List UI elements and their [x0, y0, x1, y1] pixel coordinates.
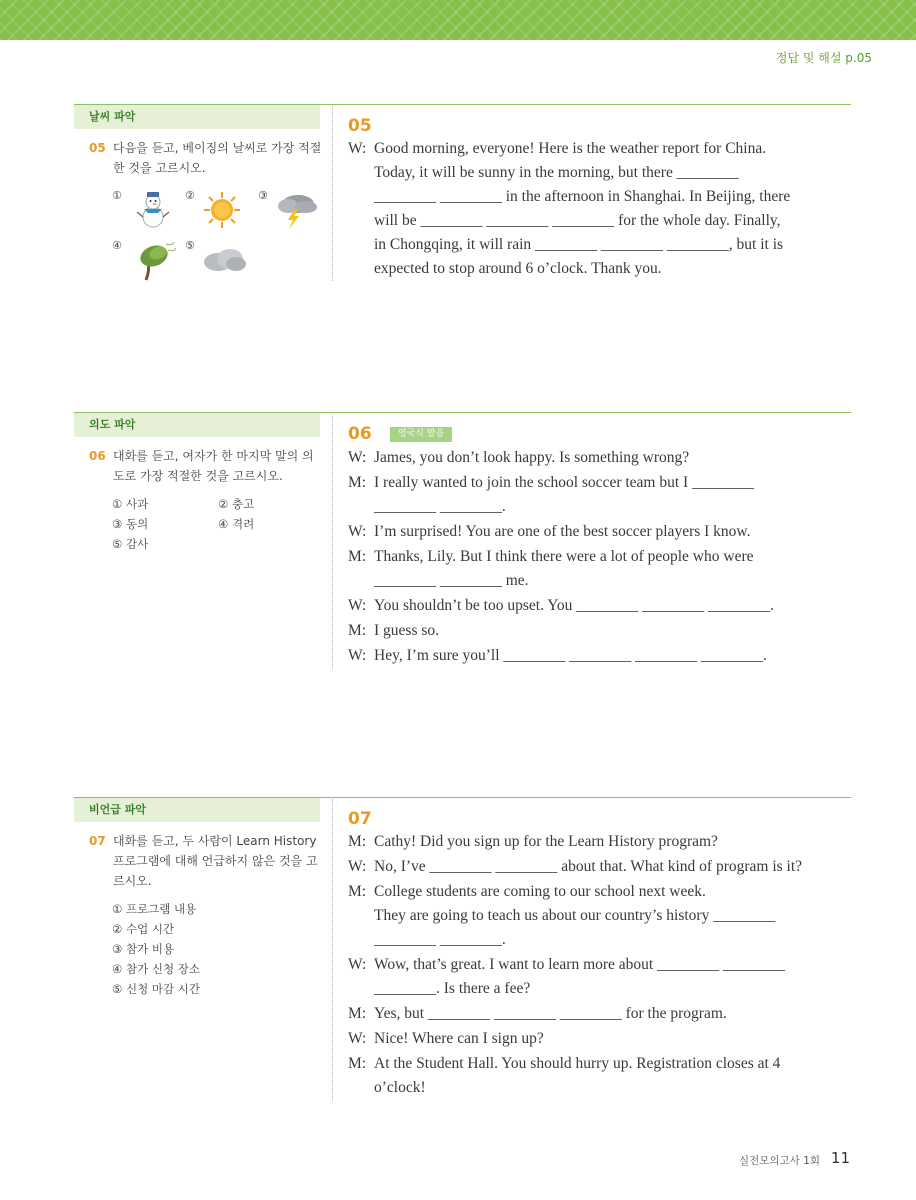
dialogue-number: 06 — [348, 424, 372, 444]
utterance: Thanks, Lily. But I think there were a lot of people who were — [374, 548, 754, 565]
utterance: I guess so. — [374, 622, 440, 639]
dialogue-line — [348, 474, 754, 492]
section-tag: 비언급 파악 — [74, 798, 320, 822]
dialogue-line — [348, 858, 802, 876]
utterance: Wow, that’s great. I want to learn more about ________ ________ — [374, 956, 785, 973]
answer-reference: 정답 및 해설 p.05 — [775, 51, 872, 65]
dialogue-line: ________ ________ me. — [374, 572, 529, 589]
speaker-label: M: — [348, 883, 367, 900]
snowman-icon — [136, 190, 170, 234]
dialogue-number: 05 — [348, 116, 372, 136]
utterance: Nice! Where can I sign up? — [374, 1030, 544, 1047]
option: ③ 참가 비용 — [112, 942, 175, 956]
speaker-label: W: — [348, 523, 367, 540]
dialogue-line — [348, 1030, 544, 1048]
utterance: No, I’ve ________ ________ about that. What kind of program is it? — [374, 858, 803, 875]
dialogue-line: They are going to teach us about our country’s history ________ — [374, 907, 776, 924]
option: ① 사과 — [112, 497, 149, 511]
section-06 — [74, 412, 851, 672]
dialogue-number: 07 — [348, 809, 372, 829]
utterance: Yes, but ________ ________ ________ for the program. — [374, 1005, 727, 1022]
option-marker: ④ — [112, 239, 122, 252]
utterance: I’m surprised! You are one of the best soccer players I know. — [374, 523, 751, 540]
option: ⑤ 감사 — [112, 537, 149, 551]
speaker-label: W: — [348, 956, 367, 973]
question — [89, 831, 325, 891]
speaker-label: W: — [348, 449, 367, 466]
speaker-label: M: — [348, 548, 367, 565]
dialogue-line — [348, 597, 774, 615]
dialogue-line: ________ ________. — [374, 931, 506, 948]
dialogue-line: o’clock! — [374, 1079, 426, 1096]
dialogue-line: Today, it will be sunny in the morning, but there ________ — [374, 164, 739, 181]
option-marker: ⑤ — [185, 239, 195, 252]
section-05 — [74, 104, 851, 284]
question-number: 07 — [89, 834, 106, 848]
dialogue-line — [348, 956, 785, 974]
utterance: James, you don’t look happy. Is something wrong? — [374, 449, 690, 466]
dialogue-line — [348, 1055, 780, 1073]
section-tag: 의도 파악 — [74, 413, 320, 437]
section-tag: 날씨 파악 — [74, 105, 320, 129]
column-divider — [332, 106, 333, 281]
dialogue-line — [348, 647, 767, 665]
question-text: 다음을 듣고, 베이징의 날씨로 가장 적절한 것을 고르시오. — [113, 141, 322, 175]
option-marker: ② — [185, 189, 195, 202]
speaker-label: W: — [348, 1030, 367, 1047]
option: ④ 참가 신청 장소 — [112, 962, 200, 976]
sun-icon — [202, 190, 242, 234]
dialogue-line: ________ ________ in the afternoon in Shanghai. In Beijing, there — [374, 188, 791, 205]
utterance: Good morning, everyone! Here is the weather report for China. — [374, 140, 767, 157]
thunderstorm-icon — [274, 190, 320, 234]
option: ⑤ 신청 마감 시간 — [112, 982, 200, 996]
section-07 — [74, 797, 851, 1102]
utterance: You shouldn’t be too upset. You ________ ________ ________. — [374, 597, 774, 614]
dialogue-line: ________ ________. — [374, 498, 506, 515]
utterance: I really wanted to join the school soccer team but I ________ — [374, 474, 755, 491]
speaker-label: W: — [348, 647, 367, 664]
speaker-label: M: — [348, 622, 367, 639]
option-marker: ③ — [258, 189, 268, 202]
cloud-icon — [200, 246, 248, 278]
option: ④ 격려 — [218, 517, 255, 531]
speaker-label: M: — [348, 1005, 367, 1022]
option: ② 충고 — [218, 497, 255, 511]
speaker-label: W: — [348, 140, 367, 157]
option: ① 프로그램 내용 — [112, 902, 197, 916]
dialogue-line — [348, 1005, 727, 1023]
dialogue-line: ________. Is there a fee? — [374, 980, 531, 997]
question — [89, 138, 325, 178]
option: ③ 동의 — [112, 517, 149, 531]
dialogue-line: expected to stop around 6 o’clock. Thank you. — [374, 260, 662, 277]
question — [89, 446, 325, 486]
question-text: 대화를 듣고, 두 사람이 Learn History 프로그램에 대해 언급하지 않은 것을 고르시오. — [113, 834, 318, 888]
header-band — [0, 0, 916, 40]
question-text: 대화를 듣고, 여자가 한 마지막 말의 의도로 가장 적절한 것을 고르시오. — [113, 449, 314, 483]
page-number: 11 — [830, 1149, 850, 1167]
dialogue-line — [348, 622, 439, 640]
dialogue-line: in Chongqing, it will rain ________ ________ ________, but it is — [374, 236, 784, 253]
dialogue-line — [348, 523, 751, 541]
option: ② 수업 시간 — [112, 922, 175, 936]
utterance: College students are coming to our school next week. — [374, 883, 706, 900]
dialogue-line — [348, 140, 766, 158]
speaker-label: W: — [348, 858, 367, 875]
utterance: Hey, I’m sure you’ll ________ ________ ________ ________. — [374, 647, 767, 664]
dialogue-line — [348, 548, 754, 566]
question-number: 06 — [89, 449, 106, 463]
footer-label: 실전모의고사 1회 — [738, 1155, 820, 1167]
option-marker: ① — [112, 189, 122, 202]
speaker-label: M: — [348, 1055, 367, 1072]
windy-tree-icon — [132, 238, 176, 286]
column-divider — [332, 414, 333, 669]
speaker-label: M: — [348, 474, 367, 491]
question-number: 05 — [89, 141, 106, 155]
pronunciation-badge: 영국식 발음 — [390, 427, 452, 442]
speaker-label: M: — [348, 833, 367, 850]
dialogue-line — [348, 449, 689, 467]
utterance: At the Student Hall. You should hurry up. Registration closes at 4 — [374, 1055, 781, 1072]
speaker-label: W: — [348, 597, 367, 614]
utterance: Cathy! Did you sign up for the Learn History program? — [374, 833, 718, 850]
column-divider — [332, 799, 333, 1101]
dialogue-line — [348, 883, 706, 901]
dialogue-line — [348, 833, 718, 851]
dialogue-line: will be ________ ________ ________ for the whole day. Finally, — [374, 212, 781, 229]
